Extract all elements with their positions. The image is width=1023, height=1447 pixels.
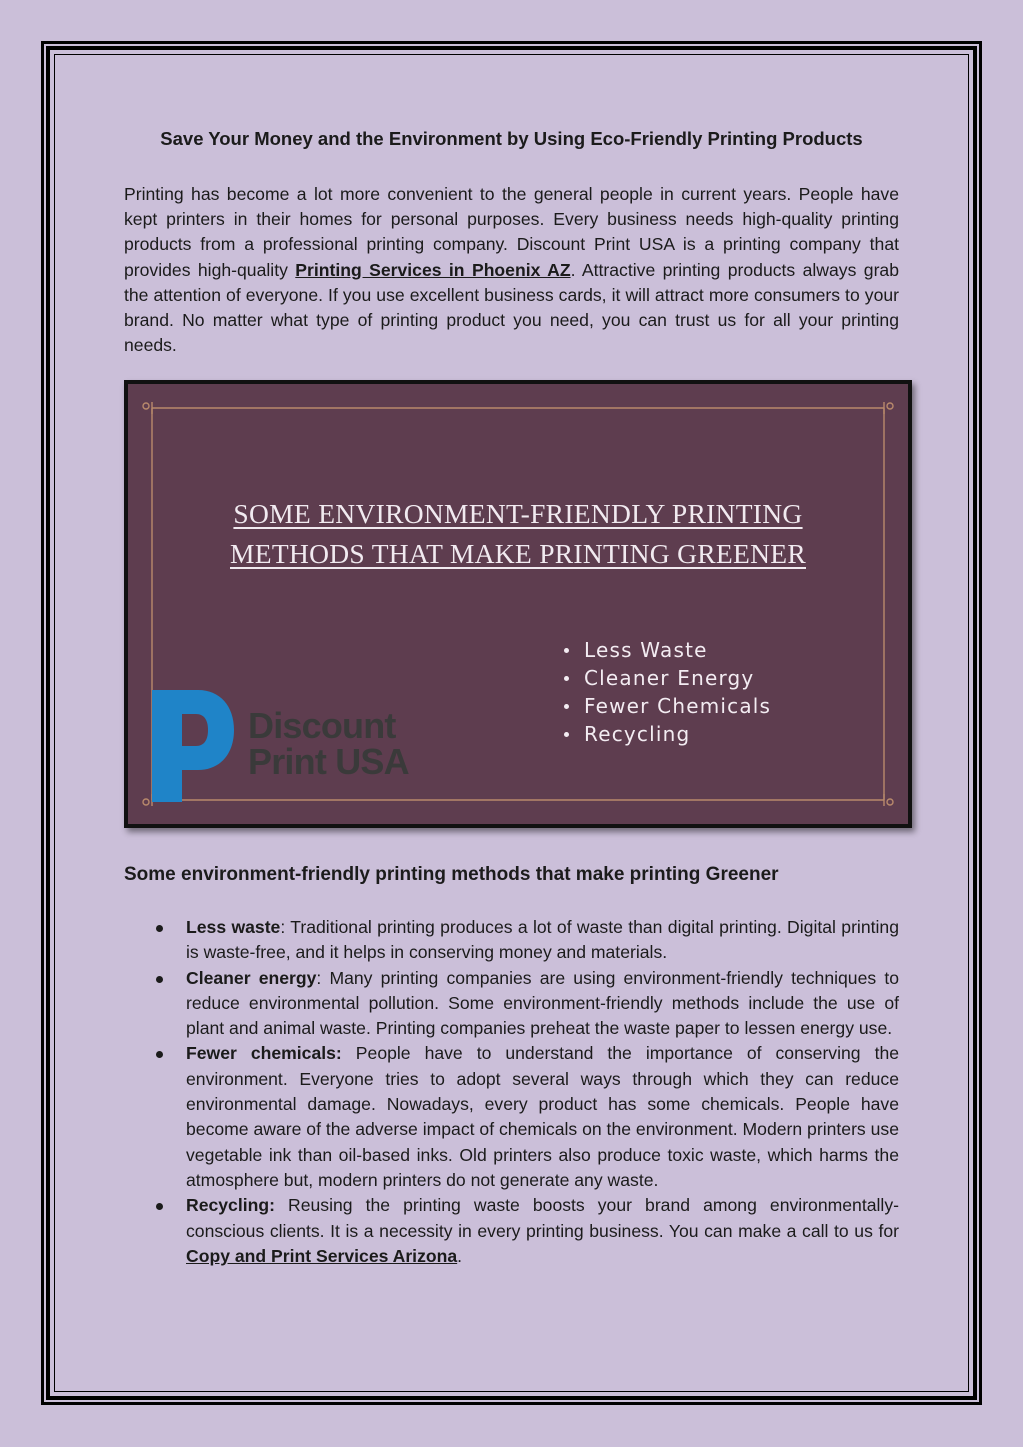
method-term: Fewer chemicals:: [186, 1043, 342, 1064]
logo-line-2: Print USA: [248, 741, 409, 782]
method-term: Cleaner energy: [186, 967, 317, 988]
method-term: Recycling:: [186, 1195, 275, 1216]
banner-bullet-item: Less Waste: [560, 636, 771, 664]
method-separator: [342, 1043, 356, 1063]
method-item: [124, 915, 899, 966]
banner-heading-line-2: METHODS THAT MAKE PRINTING GREENER: [230, 538, 806, 569]
intro-text-1: Printing has become a lot more convenient to the general people in current years. People have kept printers in their homes for personal purposes. Every business needs high-quality printing products from a professional printing company. Discount Print USA is a printing company that provides high-quality: [124, 184, 899, 280]
closing-punctuation: .: [457, 1245, 463, 1266]
method-item: [124, 966, 899, 1042]
method-text: People have to understand the importance of conserving the environment. Everyone tries to adopt several ways through which they can reduce environmental damage. Nowadays, every product has some chemicals. People have become aware of the adverse impact of chemicals on the environment. Modern printers use vegetable ink than oil-based inks. Old printers also produce toxic waste, which harms the atmosphere but, modern printers do not generate any waste.: [186, 1043, 900, 1190]
banner-bullet-list: [560, 636, 771, 748]
document-title: Save Your Money and the Environment by Using Eco-Friendly Printing Products: [160, 128, 863, 149]
method-term: Less waste: [186, 917, 281, 937]
banner-bullet-item: Fewer Chemicals: [560, 692, 771, 720]
banner-bullet-item: Cleaner Energy: [560, 664, 771, 692]
banner-heading: [168, 494, 868, 574]
method-text: Traditional printing produces a lot of waste than digital printing. Digital printing is waste-free, and it helps in conserving money and materials.: [186, 917, 899, 963]
logo-wordmark: [248, 705, 409, 782]
banner-image: [124, 380, 912, 828]
methods-list: [124, 915, 899, 1269]
copy-print-services-arizona-link[interactable]: Copy and Print Services Arizona: [186, 1245, 458, 1266]
intro-paragraph: [124, 182, 899, 358]
method-item: [124, 1041, 899, 1193]
ornamental-frame: [128, 384, 908, 824]
banner-heading-line-1: SOME ENVIRONMENT-FRIENDLY PRINTING: [233, 498, 803, 529]
method-separator: :: [280, 917, 291, 937]
method-separator: :: [316, 967, 330, 988]
banner-bullet-item: Recycling: [560, 720, 771, 748]
method-text: Many printing companies are using environment-friendly techniques to reduce environmental pollution. Some environment-friendly methods include the use of plant and animal waste. Printing companies preheat the waste paper to lessen energy use.: [186, 967, 899, 1039]
methods-heading: Some environment-friendly printing methods that make printing Greener: [124, 864, 779, 885]
document-body: [124, 120, 899, 358]
printing-services-phoenix-link[interactable]: Printing Services in Phoenix AZ: [295, 259, 571, 280]
method-item: [124, 1193, 899, 1269]
method-text: Reusing the printing waste boosts your brand among environmentally-conscious clients. It is a necessity in every printing business. You can make a call to us for: [186, 1195, 899, 1241]
method-separator: [275, 1195, 288, 1215]
discount-print-p-logo-icon: [152, 690, 234, 802]
logo-line-1: Discount: [248, 705, 396, 746]
intro-text-2: . Attractive printing products always grab the attention of everyone. If you use excellent business cards, it will attract more consumers to your brand. No matter what type of printing product you need, you can trust us for all your printing needs.: [124, 259, 899, 356]
